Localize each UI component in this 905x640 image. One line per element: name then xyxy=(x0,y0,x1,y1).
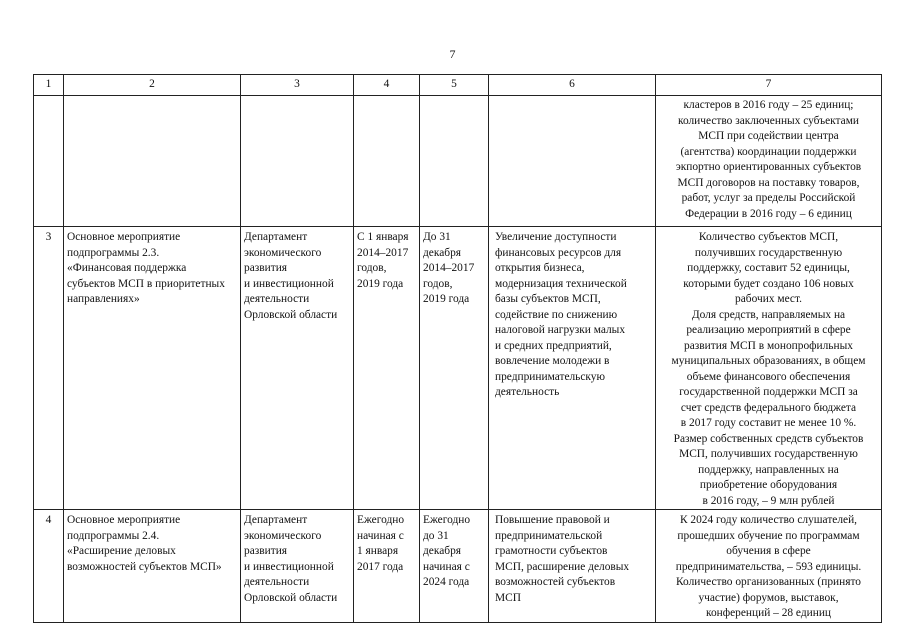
table-row xyxy=(34,510,882,623)
text-line: развития xyxy=(244,545,288,557)
text-line: МСП xyxy=(495,591,521,604)
text-line: подпрограммы 2.3. xyxy=(67,246,160,259)
text-line: (агентства) координации поддержки xyxy=(680,145,857,158)
text-line: МСП договоров на поставку товаров, xyxy=(677,176,860,189)
result-cell xyxy=(489,227,656,510)
text-line: Повышение правовой и xyxy=(495,514,610,526)
text-line: участие) форумов, выставок, xyxy=(698,591,839,604)
measures-table xyxy=(33,74,882,623)
text-line: приобретение оборудования xyxy=(699,479,838,491)
text-line: 2019 года xyxy=(423,293,470,305)
text-line: государственной поддержки МСП за xyxy=(679,386,858,398)
text-line: Департамент xyxy=(244,231,308,243)
text-line: возможностей субъектов МСП» xyxy=(67,560,222,573)
header-cell: 1 xyxy=(34,75,64,96)
start-date-cell xyxy=(354,227,420,510)
row-number: 3 xyxy=(34,227,64,510)
text-line: Орловской области xyxy=(244,591,338,604)
measure-name-cell xyxy=(64,510,241,623)
text-line: С 1 января xyxy=(357,231,409,243)
executor-cell xyxy=(241,227,354,510)
text-line: К 2024 году количество слушателей, xyxy=(679,514,858,526)
text-line: содействие по снижению xyxy=(495,308,618,321)
text-line: деятельности xyxy=(244,576,310,588)
text-line: МСП, расширение деловых xyxy=(495,560,630,573)
text-line: декабря xyxy=(423,246,461,259)
text-line: субъектов МСП в приоритетных xyxy=(67,277,225,290)
text-line: экпортно ориентированных субъектов xyxy=(675,161,862,173)
text-line: Основное мероприятие xyxy=(67,514,181,526)
text-line: начиная с xyxy=(357,529,404,542)
measure-name-cell xyxy=(64,227,241,510)
indicator-cell xyxy=(656,96,882,227)
text-line: базы субъектов МСП, xyxy=(495,293,601,305)
row-number: 4 xyxy=(34,510,64,623)
text-line: финансовых ресурсов для xyxy=(495,246,622,259)
start-date-cell xyxy=(354,510,420,623)
empty-cell xyxy=(64,96,241,227)
text-line: грамотности субъектов xyxy=(495,545,608,557)
empty-cell xyxy=(489,96,656,227)
header-cell: 2 xyxy=(64,75,241,96)
text-line: развития xyxy=(244,262,288,274)
header-row xyxy=(34,75,882,96)
text-line: Размер собственных средств субъектов xyxy=(673,432,864,445)
text-line: 2014–2017 xyxy=(423,262,475,274)
indicator-cell xyxy=(656,227,882,510)
text-line: кластеров в 2016 году – 25 единиц; xyxy=(683,99,854,111)
text-line: Орловской области xyxy=(244,308,338,321)
text-line: предпринимательскую xyxy=(495,370,606,383)
text-line: Количество субъектов МСП, xyxy=(698,231,839,243)
text-line: направлениях» xyxy=(67,293,140,305)
text-line: Доля средств, направляемых на xyxy=(691,308,846,321)
empty-cell xyxy=(34,96,64,227)
text-line: «Расширение деловых xyxy=(67,545,176,557)
text-line: Ежегодно xyxy=(357,514,405,526)
empty-cell xyxy=(420,96,489,227)
text-line: подпрограммы 2.4. xyxy=(67,529,160,542)
text-line: предпринимательской xyxy=(495,529,603,542)
text-line: Количество организованных (принято xyxy=(676,576,861,588)
text-line: «Финансовая поддержка xyxy=(67,262,187,274)
text-line: поддержку, составит 52 единицы, xyxy=(687,262,850,274)
text-line: годов, xyxy=(423,277,453,290)
text-line: Ежегодно xyxy=(423,514,471,526)
text-line: Увеличение доступности xyxy=(495,231,617,243)
text-line: муниципальных образованиях, в общем xyxy=(671,355,866,367)
text-line: вовлечение молодежи в xyxy=(495,355,610,367)
text-line: 1 января xyxy=(357,545,399,557)
text-line: реализацию мероприятий в сфере xyxy=(686,324,851,336)
text-line: счет средств федерального бюджета xyxy=(680,401,857,414)
text-line: МСП при содействии центра xyxy=(698,130,839,142)
header-cell: 3 xyxy=(241,75,354,96)
text-line: которыми будет создано 106 новых xyxy=(683,277,854,290)
text-line: годов, xyxy=(357,262,387,274)
text-line: открытия бизнеса, xyxy=(495,262,585,274)
text-line: предпринимательства, – 593 единицы. xyxy=(675,560,862,573)
page-number: 7 xyxy=(449,47,456,61)
text-line: получивших государственную xyxy=(694,246,843,259)
continuation-row xyxy=(34,96,882,227)
text-line: и инвестиционной xyxy=(244,277,334,290)
empty-cell xyxy=(354,96,420,227)
text-line: рабочих мест. xyxy=(735,293,802,305)
text-line: и средних предприятий, xyxy=(495,339,612,352)
text-line: 2024 года xyxy=(423,576,470,588)
text-line: Основное мероприятие xyxy=(67,231,181,243)
text-line: и инвестиционной xyxy=(244,560,334,573)
text-line: 2019 года xyxy=(357,277,404,290)
table-row xyxy=(34,227,882,510)
text-line: Департамент xyxy=(244,514,308,526)
text-line: возможностей субъектов xyxy=(495,576,616,588)
text-line: 2017 года xyxy=(357,560,404,573)
text-line: До 31 xyxy=(423,231,451,243)
text-line: начиная с xyxy=(423,560,470,573)
text-line: налоговой нагрузки малых xyxy=(495,324,626,336)
text-line: до 31 xyxy=(423,529,449,542)
executor-cell xyxy=(241,510,354,623)
text-line: экономического xyxy=(244,529,322,542)
text-line: МСП, получивших государственную xyxy=(679,448,858,460)
indicator-cell xyxy=(656,510,882,623)
text-line: Федерации в 2016 году – 6 единиц xyxy=(685,207,852,220)
end-date-cell xyxy=(420,510,489,623)
text-line: поддержку, направленных на xyxy=(698,463,839,476)
text-line: деятельность xyxy=(495,386,560,398)
end-date-cell xyxy=(420,227,489,510)
text-line: в 2017 году составит не менее 10 %. xyxy=(680,417,857,429)
text-line: экономического xyxy=(244,246,322,259)
text-line: деятельности xyxy=(244,293,310,305)
text-line: обучения в сфере xyxy=(726,545,811,557)
text-line: объеме финансового обеспечения xyxy=(686,370,851,383)
text-line: развития МСП в монопрофильных xyxy=(684,339,853,352)
header-cell: 7 xyxy=(656,75,882,96)
header-cell: 4 xyxy=(354,75,420,96)
result-cell xyxy=(489,510,656,623)
text-line: модернизация технической xyxy=(495,277,627,290)
text-line: работ, услуг за пределы Российской xyxy=(681,192,856,204)
empty-cell xyxy=(241,96,354,227)
text-line: конференций – 28 единиц xyxy=(705,607,832,619)
text-line: декабря xyxy=(423,545,461,557)
text-line: прошедших обучение по программам xyxy=(677,529,860,542)
text-line: в 2016 году, – 9 млн рублей xyxy=(702,494,835,507)
header-cell: 6 xyxy=(489,75,656,96)
text-line: 2014–2017 xyxy=(357,246,409,259)
text-line: количество заключенных субъектами xyxy=(677,114,859,127)
header-cell: 5 xyxy=(420,75,489,96)
